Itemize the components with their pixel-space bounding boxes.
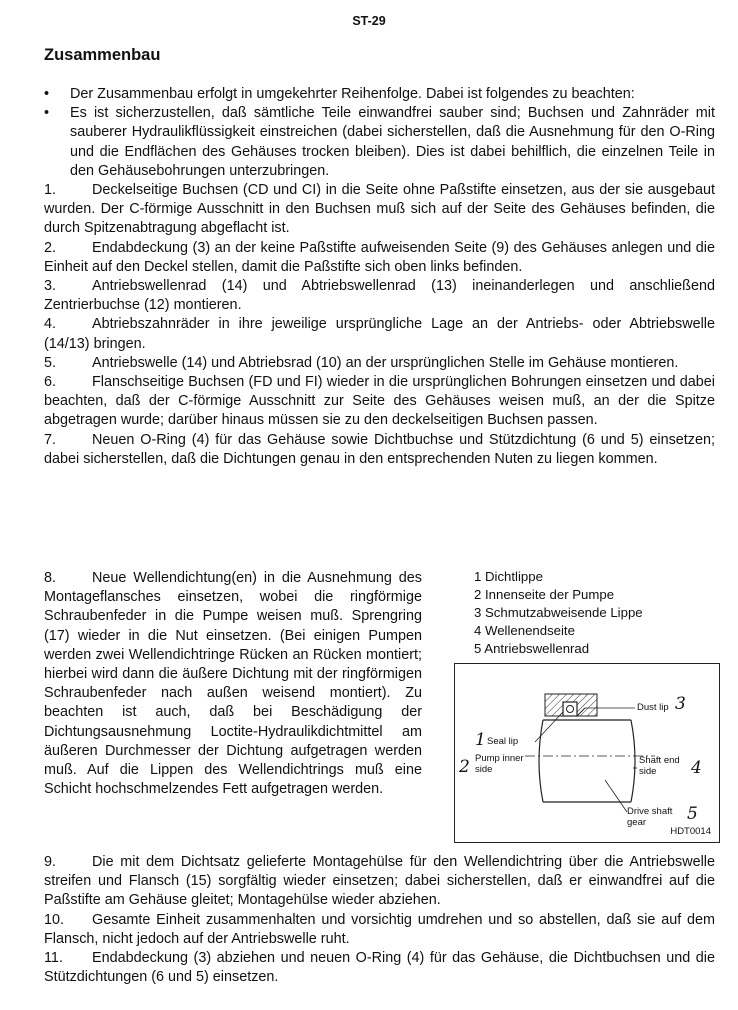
bullet-icon: • <box>44 105 50 122</box>
step-4: 4. Abtriebszahnräder in ihre jeweilige ursprüngliche Lage an der Antriebs- oder Abtriebswelle (14/13) bringen. <box>44 316 715 352</box>
page-number: ST-29 <box>352 14 386 28</box>
step-2: 2. Endabdeckung (3) an der keine Paßstifte aufweisenden Seite (9) des Gehäuses anlegen und die Einheit auf den Deckel stellen, damit die Paßstifte sich oben links befinden. <box>44 239 715 275</box>
instructions-bottom <box>44 853 715 987</box>
bullet-icon: • <box>44 86 50 102</box>
instructions-top <box>44 85 715 469</box>
step-10: 10. Gesamte Einheit zusammenhalten und vorsichtig umdrehen und so abstellen, daß sie auf dem Flansch, nicht jedoch auf der Antriebswelle ruht. <box>44 911 715 947</box>
dust-lip-label: Dust lip <box>637 702 669 713</box>
handwritten-number: 2 <box>459 757 470 777</box>
shaft-seal-figure <box>454 663 720 843</box>
seal-lip-label: Seal lip <box>487 736 519 747</box>
handwritten-number: 5 <box>687 804 698 824</box>
drive-shaft-label: Drive shaft gear <box>627 806 673 828</box>
figure-code: HDT0014 <box>670 826 711 837</box>
handwritten-number: 4 <box>691 758 702 778</box>
legend-item: 2 Innenseite der Pumpe <box>474 587 615 602</box>
step-1: 1. Deckelseitige Buchsen (CD und CI) in die Seite ohne Paßstifte einsetzen, aus der sie ausgebaut wurden. Der C-förmige Ausschnitt in den Buchsen muß sich auf der Seite des Gehäuses befinden, die durch Spitzenabtragung abgeflacht ist. <box>44 182 715 237</box>
step-8: 8. Neue Wellendichtung(en) in die Ausnehmung des Montageflansches einsetzen, wobei die ringförmige Schraubenfeder in die Pumpe weisen muß. Sprengring (17) wieder in die Nut einsetzen. (Bei einigen Pumpen werden zwei Wellendichtringe Rücken an Rücken montiert; hierbei wird dann die äußere Dichtung mit der ringförmigen Schraubenfeder nach außen weisend montiert). Zu beachten ist auch, daß bei Beschädigung der Dichtungsausnehmung Loctite-Hydraulikdichtmittel am äußeren Durchmesser der Dichtung aufgetragen werden muß. Auf die Lippen des Wellendichtrings muß eine Schicht hochschmelzendes Fett aufgetragen werden. <box>44 570 422 798</box>
step-6: 6. Flanschseitige Buchsen (FD und FI) wieder in die ursprünglichen Bohrungen einsetzen und dabei beachten, daß der C-förmige Ausschnitt zur Seite des Gehäuses weisen muß, an der die Spitze abgetragen wurde; darüber hinaus müssen sie zu den deckelseitigen Buchsen passen. <box>44 374 715 429</box>
figure-legend <box>474 568 643 658</box>
step-9: 9. Die mit dem Dichtsatz gelieferte Montagehülse für den Wellendichtring über die Antriebswelle streifen und Flansch (15) sorgfältig wieder einsetzen; dabei sicherstellen, daß er einwandfrei auf die Paßstifte am Gehäuse gleitet; Montagehülse wieder abziehen. <box>44 854 715 909</box>
legend-item: 3 Schmutzabweisende Lippe <box>474 605 643 620</box>
handwritten-number: 3 <box>675 694 686 714</box>
step-5: 5. Antriebswelle (14) und Abtriebsrad (10) an der ursprünglichen Stelle im Gehäuse montieren. <box>44 354 679 371</box>
bullet-item: • Es ist sicherzustellen, daß sämtliche Teile einwandfrei sauber sind; Buchsen und Zahnräder mit sauberer Hydraulikflüssigkeit einstreichen (dabei sicherstellen, daß die Ausnehmung für den O-Ring und die Endflächen des Gehäuses trocken bleiben). Dies ist dabei behilflich, die einzelnen Teile in den Gehäusebohrungen unterzubringen. <box>44 105 715 179</box>
pump-inner-label: Pump inner side <box>475 753 524 775</box>
step-7: 7. Neuen O-Ring (4) für das Gehäuse sowie Dichtbuchse und Stützdichtung (6 und 5) einsetzen; dabei sicherstellen, daß die Dichtungen genau in den entsprechenden Nuten zu liegen kommen. <box>44 431 715 467</box>
bullet-item: • Der Zusammenbau erfolgt in umgekehrter Reihenfolge. Dabei ist folgendes zu beachten: <box>44 85 715 104</box>
legend-item: 1 Dichtlippe <box>474 569 543 584</box>
legend-item: 5 Antriebswellenrad <box>474 641 590 656</box>
shaft-end-label: Shaft end side <box>639 755 680 777</box>
section-heading: Zusammenbau <box>44 46 161 64</box>
handwritten-number: 1 <box>475 730 486 750</box>
step-11: 11. Endabdeckung (3) abziehen und neuen O-Ring (4) für das Gehäuse, die Dichtbuchsen und die Stützdichtungen (6 und 5) einsetzen. <box>44 950 715 986</box>
step-3: 3. Antriebswellenrad (14) und Abtriebswellenrad (13) ineinanderlegen und anschließend Zentrierbuchse (12) montieren. <box>44 278 715 314</box>
legend-item: 4 Wellenendseite <box>474 623 575 638</box>
